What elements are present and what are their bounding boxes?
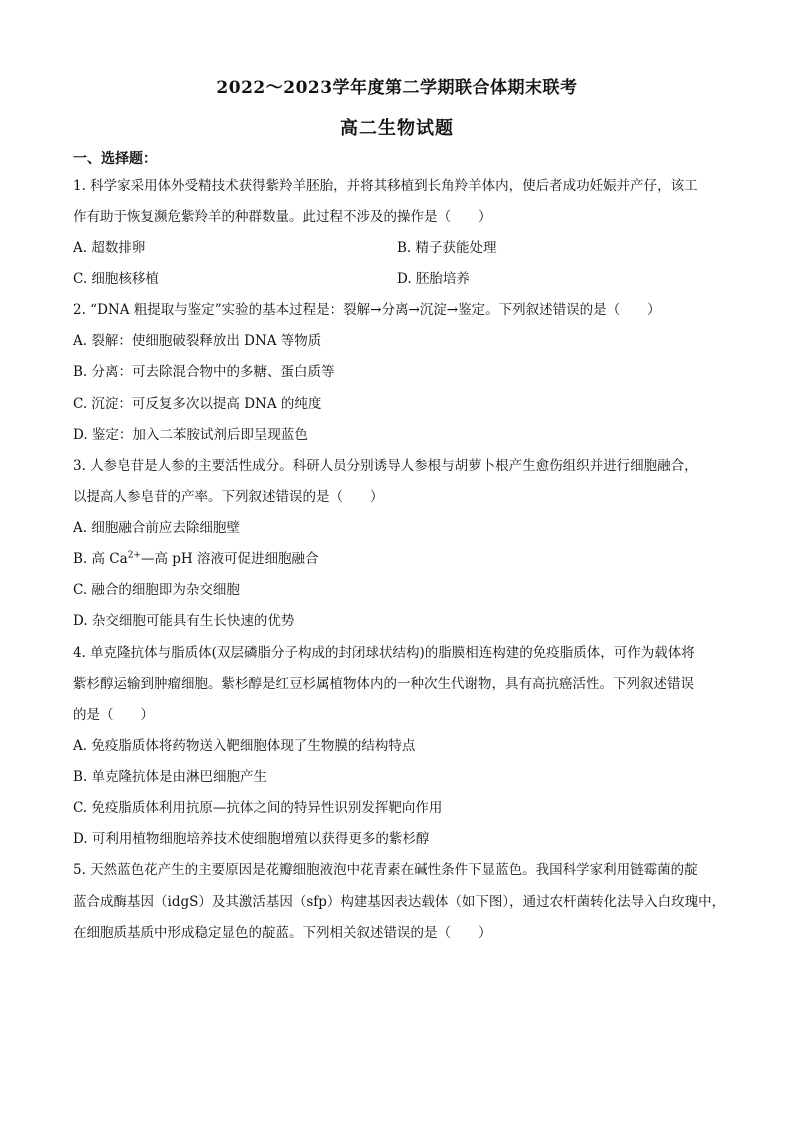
q3-option-b-suffix: —高 pH 溶液可促进细胞融合 (140, 551, 319, 567)
q4-option-a: A. 免疫脂质体将药物送入靶细胞体现了生物膜的结构特点 (73, 738, 416, 754)
q3-option-a: A. 细胞融合前应去除细胞壁 (73, 520, 240, 536)
q1-option-c: C. 细胞核移植 (73, 271, 159, 287)
q5-stem-line2: 蓝合成酶基因（idgS）及其激活基因（sfp）构建基因表达载体（如下图），通过农杆菌转化法导入白玫瑰中， (73, 894, 726, 910)
q4-option-d: D. 可利用植物细胞培养技术使细胞增殖以获得更多的紫杉醇 (73, 831, 430, 847)
q2-stem-line1: 2. “DNA 粗提取与鉴定”实验的基本过程是：裂解→分离→沉淀→鉴定。下列叙述错误的是（ ） (73, 302, 661, 318)
q1-option-d: D. 胚胎培养 (397, 271, 470, 287)
q4-option-b: B. 单克隆抗体是由淋巴细胞产生 (73, 769, 268, 785)
exam-subtitle: 高二生物试题 (340, 118, 454, 139)
q5-stem-line3: 在细胞质基质中形成稳定显色的靛蓝。下列相关叙述错误的是（ ） (73, 925, 492, 941)
q1-stem-line2: 作有助于恢复濒危紫羚羊的种群数量。此过程不涉及的操作是（ ） (73, 209, 492, 225)
q3-option-b-prefix: B. 高 Ca (73, 551, 128, 567)
q2-option-a: A. 裂解：使细胞破裂释放出 DNA 等物质 (73, 333, 322, 349)
q2-option-b: B. 分离：可去除混合物中的多糖、蛋白质等 (73, 364, 335, 380)
q3-stem-line2: 以提高人参皂苷的产率。下列叙述错误的是（ ） (73, 489, 384, 505)
q3-stem-line1: 3. 人参皂苷是人参的主要活性成分。科研人员分别诱导人参根与胡萝卜根产生愈伤组织并进行细胞融合， (73, 458, 698, 474)
exam-title: 2022～2023学年度第二学期联合体期末联考 (216, 78, 578, 98)
q1-stem-line1: 1. 科学家采用体外受精技术获得紫羚羊胚胎，并将其移植到长角羚羊体内，使后者成功妊娠并产仔，该工 (73, 178, 698, 194)
q3-option-b (73, 551, 318, 567)
q3-option-b-superscript: 2+ (127, 550, 141, 561)
q5-stem-line1: 5. 天然蓝色花产生的主要原因是花瓣细胞液泡中花青素在碱性条件下显蓝色。我国科学家利用链霉菌的靛 (73, 862, 698, 878)
section-heading: 一、选择题： (73, 151, 157, 167)
q3-option-c: C. 融合的细胞即为杂交细胞 (73, 582, 240, 598)
q1-option-a: A. 超数排卵 (73, 240, 146, 256)
q1-option-b: B. 精子获能处理 (397, 240, 497, 256)
q2-option-c: C. 沉淀：可反复多次以提高 DNA 的纯度 (73, 396, 322, 412)
q3-option-d: D. 杂交细胞可能具有生长快速的优势 (73, 613, 295, 629)
q2-option-d: D. 鉴定：加入二苯胺试剂后即呈现蓝色 (73, 427, 308, 443)
q4-stem-line1: 4. 单克隆抗体与脂质体(双层磷脂分子构成的封闭球状结构)的脂膜相连构建的免疫脂质体，可作为载体将 (73, 645, 695, 661)
q4-option-c: C. 免疫脂质体利用抗原—抗体之间的特异性识别发挥靶向作用 (73, 800, 443, 816)
q4-stem-line2: 紫杉醇运输到肿瘤细胞。紫杉醇是红豆杉属植物体内的一种次生代谢物，具有高抗癌活性。下列叙述错误 (73, 676, 694, 692)
q4-stem-line3: 的是（ ） (73, 707, 154, 723)
